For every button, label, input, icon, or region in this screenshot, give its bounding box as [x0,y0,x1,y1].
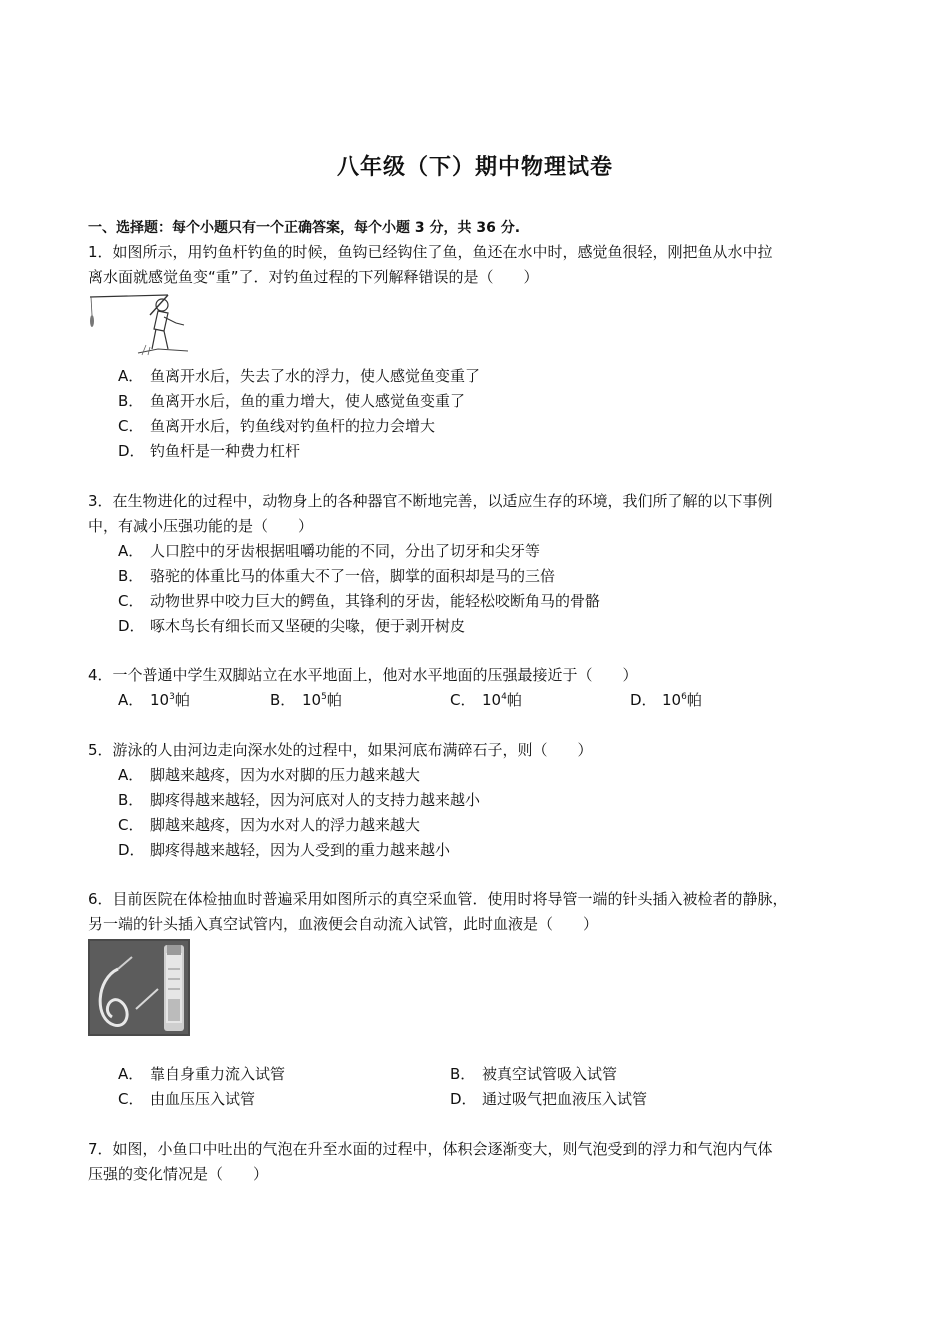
q3-option-c[interactable]: C． 动物世界中咬力巨大的鳄鱼，其锋利的牙齿，能轻松咬断角马的骨骼 [118,592,601,610]
q5-stem-line1: 5．游泳的人由河边走向深水处的过程中，如果河底布满碎石子，则（ ） [88,741,593,759]
q4-option-d[interactable]: D． $10^6$帕 [630,691,702,709]
q1-option-b[interactable]: B． 鱼离开水后，鱼的重力增大，使人感觉鱼变重了 [118,392,466,410]
q5-option-c[interactable]: C． 脚越来越疼，因为水对人的浮力越来越大 [118,816,421,834]
q1-stem-line2: 离水面就感觉鱼变“重”了．对钓鱼过程的下列解释错误的是（ ） [88,268,539,286]
q3-option-b[interactable]: B． 骆驼的体重比马的体重大不了一倍，脚掌的面积却是马的三倍 [118,567,556,585]
q5-option-a[interactable]: A． 脚越来越疼，因为水对脚的压力越来越大 [118,766,421,784]
blood-tube-photo [88,939,190,1036]
q1-option-c[interactable]: C． 鱼离开水后，钓鱼线对钓鱼杆的拉力会增大 [118,417,436,435]
page-title: 八年级（下）期中物理试卷 [336,155,613,180]
q6-stem-line1: 6．目前医院在体检抽血时普遍采用如图所示的真空采血管．使用时将导管一端的针头插入被检者的静脉， [88,890,788,908]
fishing-figure [88,293,196,357]
section-heading: 一、选择题：每个小题只有一个正确答案，每个小题 3 分，共 36 分. [88,220,521,236]
q7-stem-line1: 7．如图，小鱼口中吐出的气泡在升至水面的过程中，体积会逐渐变大，则气泡受到的浮力和气泡内气体 [88,1140,773,1158]
q3-stem-line2: 中，有减小压强功能的是（ ） [88,517,314,535]
q1-option-d[interactable]: D． 钓鱼杆是一种费力杠杆 [118,442,301,460]
q4-option-a[interactable]: A． $10^3$帕 [118,691,190,709]
q4-option-c[interactable]: C． $10^4$帕 [450,691,522,709]
q3-stem-line1: 3．在生物进化的过程中，动物身上的各种器官不断地完善，以适应生存的环境，我们所了解的以下事例 [88,492,773,510]
q6-option-b[interactable]: B． 被真空试管吸入试管 [450,1065,618,1083]
q3-option-d[interactable]: D． 啄木鸟长有细长而又坚硬的尖喙，便于剥开树皮 [118,617,466,635]
q6-stem-line2: 另一端的针头插入真空试管内，血液便会自动流入试管，此时血液是（ ） [88,915,599,933]
q5-option-d[interactable]: D． 脚疼得越来越轻，因为人受到的重力越来越小 [118,841,451,859]
q6-option-d[interactable]: D． 通过吸气把血液压入试管 [450,1090,648,1108]
q4-stem-line1: 4．一个普通中学生双脚站立在水平地面上，他对水平地面的压强最接近于（ ） [88,666,638,684]
q6-option-c[interactable]: C． 由血压压入试管 [118,1090,256,1108]
q7-stem-line2: 压强的变化情况是（ ） [88,1165,269,1183]
q6-option-a[interactable]: A． 靠自身重力流入试管 [118,1065,286,1083]
q4-option-b[interactable]: B． $10^5$帕 [270,691,342,709]
q1-stem-line1: 1．如图所示，用钓鱼杆钓鱼的时候，鱼钩已经钩住了鱼，鱼还在水中时，感觉鱼很轻，刚把鱼从水中拉 [88,243,773,261]
q5-option-b[interactable]: B． 脚疼得越来越轻，因为河底对人的支持力越来越小 [118,791,481,809]
q3-option-a[interactable]: A． 人口腔中的牙齿根据咀嚼功能的不同，分出了切牙和尖牙等 [118,542,541,560]
q1-option-a[interactable]: A． 鱼离开水后，失去了水的浮力，使人感觉鱼变重了 [118,367,481,385]
